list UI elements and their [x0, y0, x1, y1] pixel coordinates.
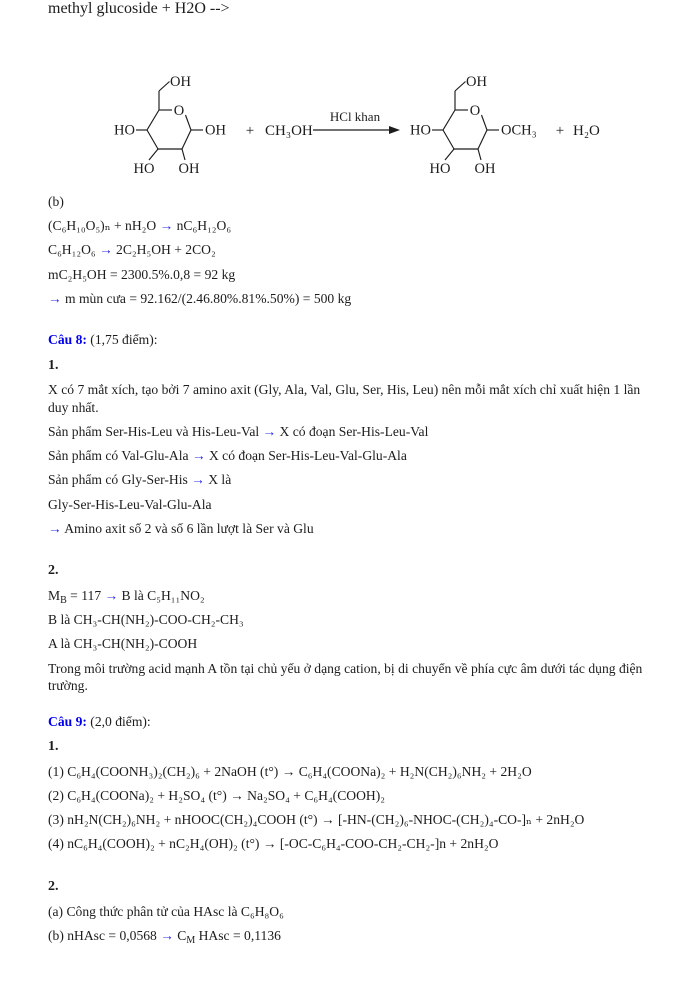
equation-hydrolysis [48, 217, 650, 235]
glucose-left-oh-label: HO [114, 122, 135, 139]
peptide-intro-paragraph [48, 381, 650, 416]
catalyst-label: HCl khan [329, 109, 381, 124]
mass-ethanol-line [48, 266, 650, 284]
mass-sawdust-line [48, 290, 650, 308]
text-segment: C₆H₁₂O₆ [48, 242, 100, 258]
equation-4 [48, 835, 650, 853]
text-segment: C [173, 927, 187, 943]
text-segment: M [186, 934, 196, 946]
text-segment: (1,75 điểm): [86, 332, 158, 348]
text-segment: (3) nH₂N(CH₂)₆NH₂ + nHOOC(CH₂)₄COOH (t°) → [-HN-(CH₂)₆-NHOC-(CH₂)₄-CO-]ₙ + 2nH₂O [48, 812, 585, 828]
equation-2 [48, 787, 650, 805]
peptide-sequence-line [48, 496, 650, 514]
glycoside-och3-label: OCH₃ [501, 122, 537, 139]
text-segment: 1. [48, 357, 59, 373]
water-formula: H₂O [573, 123, 600, 139]
plus-sign-right: + [555, 123, 565, 139]
text-segment: 1. [48, 739, 59, 755]
cau-8-part-2 [48, 561, 650, 695]
glycoside-structure [432, 82, 499, 161]
arrow-glyph: → [104, 588, 119, 604]
text-segment: Trong môi trường acid mạnh A tồn tại chủ yếu ở dạng cation, bị di chuyển về phía cực âm dưới tác dụng điện trường. [48, 660, 643, 694]
text-segment: Câu 9: [48, 713, 87, 729]
document-body [48, 193, 650, 945]
glucose-ring-oxygen-label: O [173, 103, 185, 119]
hasc-concentration-line [48, 927, 650, 945]
conclusion-line [48, 520, 650, 538]
equation-1 [48, 763, 650, 781]
text-segment: = 117 [66, 588, 105, 604]
text-segment: B [60, 595, 67, 607]
arrow-glyph: → [262, 424, 277, 440]
plus-sign-left: + [245, 123, 255, 139]
text-segment: B là CH₃-CH(NH₂)-COO-CH₂-CH₃ [48, 612, 244, 628]
text-segment: Sản phẩm có Val-Glu-Ala [48, 448, 192, 464]
arrow-glyph: → [191, 448, 206, 464]
cau-9-heading [48, 713, 650, 731]
text-segment: 2C₂H₅OH + 2CO₂ [112, 242, 216, 258]
glucose-structure [136, 82, 203, 161]
cau-8-heading [48, 331, 650, 349]
text-segment: (4) nC₆H₄(COOH)₂ + nC₂H₄(OH)₂ (t°) → [-OC-C₆H₄-COO-CH₂-CH₂-]n + 2nH₂O [48, 836, 499, 852]
reaction-arrow [313, 126, 400, 134]
glucose-labels [114, 74, 226, 177]
cau-9-part-1 [48, 713, 650, 853]
cau-9-part-2 [48, 877, 650, 945]
text-segment: (b) [48, 194, 64, 209]
text-segment: nC₆H₁₂O₆ [173, 218, 232, 234]
glycoside-labels [410, 74, 537, 177]
text-segment: 2. [48, 879, 59, 895]
subsection-2-label [48, 561, 650, 580]
text-segment: X là [204, 472, 232, 488]
text-segment: HAsc = 0,1136 [195, 927, 281, 943]
glycoside-left-oh-label: HO [410, 122, 431, 139]
hasc-formula-line [48, 903, 650, 921]
glucose-anomeric-oh-label: OH [205, 122, 226, 139]
text-segment: M [48, 588, 61, 604]
text-segment: (a) Công thức phân tử của HAsc là C₆H₈O₆ [48, 903, 284, 919]
text-segment: X có 7 mắt xích, tạo bởi 7 amino axit (Gly, Ala, Val, Glu, Ser, His, Leu) nên mỗi mắt xích chỉ xuất hiện 1 lần duy nhất. [48, 382, 641, 415]
part-b-label [48, 193, 650, 211]
glucose-bottom-left-oh-label: HO [133, 161, 155, 177]
text-segment: Amino axit số 2 và số 6 lần lượt là Ser và Glu [61, 520, 314, 536]
deduction-line-3 [48, 471, 650, 489]
glycoside-bottom-left-oh-label: HO [429, 161, 451, 177]
cation-explanation-paragraph [48, 660, 650, 695]
structure-b-line [48, 611, 650, 629]
cau-8-part-1 [48, 331, 650, 537]
text-segment: (1) C₆H₄(COONH₃)₂(CH₂)₆ + 2NaOH (t°) → C₆H₄(COONa)₂ + H₂N(CH₂)₆NH₂ + 2H₂O [48, 763, 532, 779]
glycoside-bottom-right-oh-label: OH [474, 161, 496, 177]
text-segment: mC₂H₅OH = 2300.5%.0,8 = 92 kg [48, 266, 236, 282]
text-segment: X có đoạn Ser-His-Leu-Val-Glu-Ala [205, 448, 407, 464]
arrow-glyph: → [99, 242, 113, 258]
text-segment: 2. [48, 563, 59, 579]
text-segment: Sản phẩm Ser-His-Leu và His-Leu-Val [48, 424, 263, 440]
subsection-2-label [48, 877, 650, 896]
subsection-1-label [48, 737, 650, 756]
arrow-glyph: → [160, 927, 174, 943]
text-segment: A là CH₃-CH(NH₂)-COOH [48, 636, 198, 652]
text-segment: Sản phẩm có Gly-Ser-His [48, 472, 192, 488]
glycoside-ring-oxygen-label: O [469, 103, 481, 119]
text-segment: (2) C₆H₄(COONa)₂ + H₂SO₄ (t°) → Na₂SO₄ + C₆H₄(COOH)₂ [48, 788, 385, 803]
glucose-ch2oh-label: OH [170, 74, 191, 90]
answer-part-b [48, 193, 650, 307]
text-segment: B là C₅H₁₁NO₂ [118, 588, 205, 604]
arrow-glyph: → [191, 472, 205, 488]
arrow-glyph: → [48, 290, 62, 306]
text-segment: (C₆H₁₀O₅)ₙ + nH₂O [48, 218, 160, 234]
subsection-1-label [48, 356, 650, 375]
glucose-bottom-right-oh-label: OH [178, 161, 200, 177]
equation-fermentation [48, 241, 650, 259]
arrow-glyph: → [48, 520, 62, 536]
methanol-formula: CH₃OH [265, 123, 313, 139]
equation-3 [48, 811, 650, 829]
structure-a-line [48, 635, 650, 653]
deduction-line-1 [48, 423, 650, 441]
text-segment: Câu 8: [48, 332, 87, 348]
deduction-line-2 [48, 447, 650, 465]
reaction-scheme [48, 18, 694, 183]
text-segment: m mùn cưa = 92.162/(2.46.80%.81%.50%) = 500 kg [61, 290, 352, 306]
answer-document-page: methyl glucoside + H2O --> OH O HO OH HO OH + CH₃OH HCl khan OH O HO OCH₃ HO OH + H₂O (b) (C₆H₁₀O₅)ₙ + nH₂O → nC₆H₁₂O₆ C₆H₁₂O₆ → 2C₂H₅OH + 2CO₂ mC₂H₅OH = 2300.5%.0,8 = 92 kg → m mùn cưa = 92.162/(2.46.80%.81%.50%) = 500 kg Câu 8: (1,75 điểm): 1. X có 7 mắt xích, tạo bởi 7 amino axit (Gly, Ala, Val, Glu, Ser, His, Leu) nên mỗi mắt xích chỉ xuất hiện 1 lần duy nhất. Sản phẩm Ser-His-Leu và His-Leu-Val → X có đoạn Ser-His-Leu-Val Sản phẩm có Val-Glu-Ala → X có đoạn Ser-His-Leu-Val-Glu-Ala Sản phẩm có Gly-Ser-His → X là Gly-Ser-His-Leu-Val-Glu-Ala → Amino axit số 2 và số 6 lần lượt là Ser và Glu 2. $M_B = 117 \to B$ là C₅H₁₁NO₂ B là CH₃-CH(NH₂)-COO-CH₂-CH₃ A là CH₃-CH(NH₂)-COOH Trong môi trường acid mạnh A tồn tại chủ yếu ở dạng cation, bị di chuyển về phía cực âm dưới tác dụng điện trường. Câu 9: (2,0 điểm): 1. (1) C₆H₄(COONH₃)₂(CH₂)₆ + 2NaOH (t°) → C₆H₄(COONa)₂ + H₂N(CH₂)₆NH₂ + 2H₂O (2) C₆H₄(COONa)₂ + H₂SO₄ (t°) → Na₂SO₄ + C₆H₄(COOH)₂ (3) nH₂N(CH₂)₆NH₂ + nHOOC(CH₂)₄COOH (t°) → [-HN-(CH₂)₆-NHOC-(CH₂)₄-CO-]ₙ + 2nH₂O (4) nC₆H₄(COOH)₂ + nC₂H₄(OH)₂ (t°) → [-OC-C₆H₄-COO-CH₂-CH₂-]n + 2nH₂O 2. (a) Công thức phân tử của HAsc là C₆H₈O₆ (b) nHAsc = $0,0568 \to C_M$ HAsc = 0,1136 [0, 0, 694, 945]
arrow-glyph: → [159, 218, 174, 234]
glycoside-ch2oh-label: OH [466, 74, 487, 90]
text-segment: (b) nHAsc = 0,0568 [48, 927, 161, 943]
molar-mass-line [48, 587, 650, 605]
text-segment: (2,0 điểm): [86, 713, 151, 729]
text-segment: Gly-Ser-His-Leu-Val-Glu-Ala [48, 496, 212, 512]
text-segment: X có đoạn Ser-His-Leu-Val [276, 424, 429, 440]
